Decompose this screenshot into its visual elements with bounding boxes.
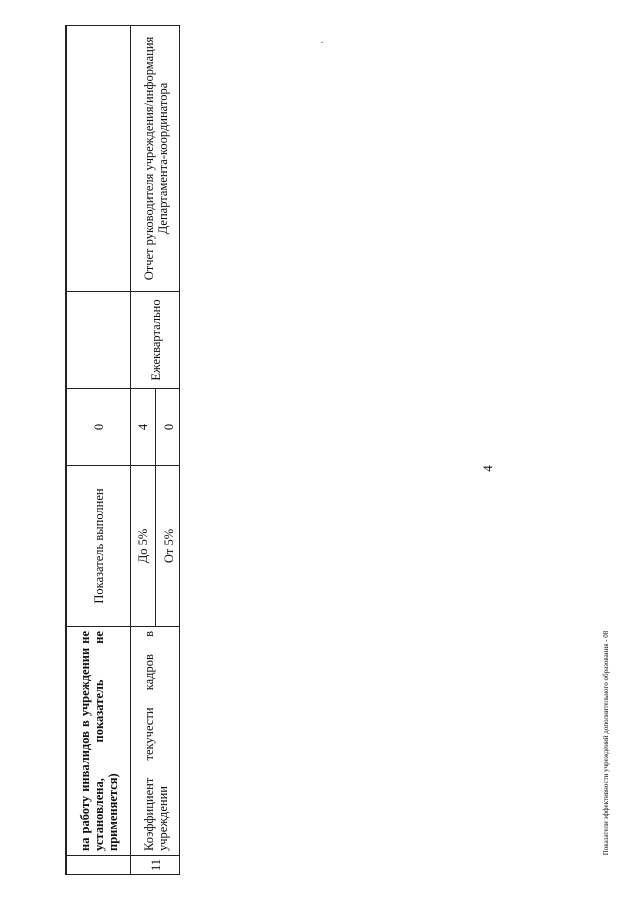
table-row	[131, 26, 156, 876]
page-number: 4	[479, 465, 495, 472]
footer-text: Показатели эффективности учреждений дополнительного образования - 08	[602, 630, 610, 856]
indicators-table-frame	[65, 25, 180, 875]
score-cell: 0	[67, 389, 131, 466]
indicator-name-text: на работу инвалидов в учреждении не установлена, показатель не применяется)	[77, 631, 120, 851]
score-cell: 4	[131, 389, 156, 466]
row-number-cell: 11	[131, 856, 181, 876]
indicators-table-rotated	[66, 26, 180, 875]
criterion-cell: От 5%	[156, 466, 181, 627]
criterion-cell: Показатель выполнен	[67, 466, 131, 627]
period-cell	[67, 292, 131, 389]
indicator-name-cell	[67, 627, 131, 856]
row-number-cell	[67, 856, 131, 876]
score-cell: 0	[156, 389, 181, 466]
scan-mark	[321, 42, 323, 43]
source-cell: Отчет руководителя учреждения/информация Департамента-координатора	[131, 26, 181, 292]
table-row	[67, 26, 131, 876]
source-cell	[67, 26, 131, 292]
indicator-name-cell: Коэффициент текучести кадров в учреждении	[131, 627, 181, 856]
period-cell: Ежеквартально	[131, 292, 181, 389]
indicators-table	[66, 25, 180, 875]
criterion-cell: До 5%	[131, 466, 156, 627]
